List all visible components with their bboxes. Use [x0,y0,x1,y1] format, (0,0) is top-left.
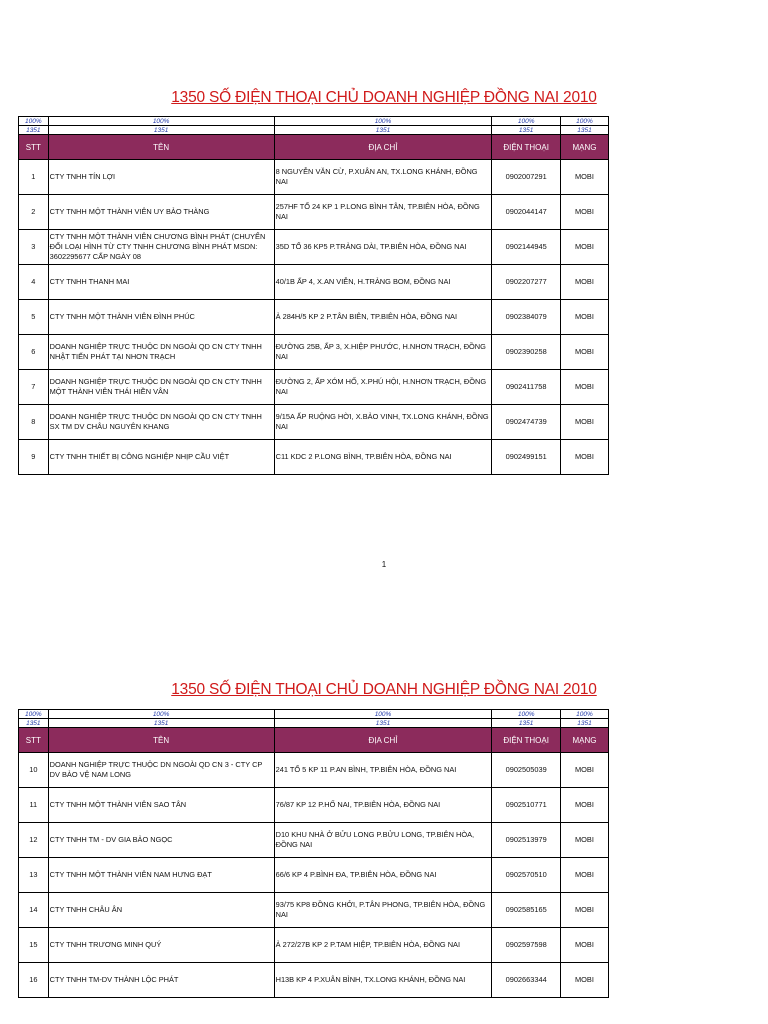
address-cell: 93/75 KP8 ĐỒNG KHỞI, P.TÂN PHONG, TP.BIÊN HÒA, ĐỒNG NAI [274,893,492,928]
header-address: ĐỊA CHỈ [274,728,492,753]
stt-cell: 10 [19,753,49,788]
table-row [19,160,609,195]
stt-cell: 2 [19,195,49,230]
address-cell: D10 KHU NHÀ Ở BỬU LONG P.BỬU LONG, TP.BIÊN HÒA, ĐỒNG NAI [274,823,492,858]
address-cell: Ả 272/27B KP 2 P.TAM HIỆP, TP.BIÊN HÒA, ĐỒNG NAI [274,928,492,963]
company-name-cell: DOANH NGHIỆP TRỰC THUỘC DN NGOÀI QD CN CTY TNHH SX TM DV CHÂU NGUYÊN KHANG [48,405,274,440]
meta-cell: 100% [492,117,561,126]
meta-cell: 1351 [274,719,492,728]
table-row [19,858,609,893]
meta-cell: 1351 [560,126,608,135]
table-row [19,963,609,998]
stt-cell: 3 [19,230,49,265]
network-cell: MOBI [560,823,608,858]
page-title: 1350 SỐ ĐIỆN THOẠI CHỦ DOANH NGHIỆP ĐỒNG NAI 2010 [171,681,597,698]
table-row [19,788,609,823]
table-row [19,265,609,300]
address-cell: ĐƯỜNG 2, ẤP XÓM HỐ, X.PHÚ HỘI, H.NHƠN TRẠCH, ĐỒNG NAI [274,370,492,405]
address-cell: 257HF TỔ 24 KP 1 P.LONG BÌNH TÂN, TP.BIÊN HÒA, ĐỒNG NAI [274,195,492,230]
address-cell: 76/87 KP 12 P.HỐ NAI, TP.BIÊN HÒA, ĐỒNG NAI [274,788,492,823]
company-name-cell: CTY TNHH MỘT THÀNH VIÊN NAM HƯNG ĐẠT [48,858,274,893]
stt-cell: 8 [19,405,49,440]
company-name-cell: DOANH NGHIỆP TRỰC THUỘC DN NGOÀI QD CN CTY TNHH MỘT THÀNH VIÊN THÁI HIỀN VÂN [48,370,274,405]
address-cell: 35D TỔ 36 KP5 P.TRẢNG DÀI, TP.BIÊN HÒA, ĐỒNG NAI [274,230,492,265]
table-row [19,230,609,265]
stt-cell: 13 [19,858,49,893]
network-cell: MOBI [560,753,608,788]
table-row [19,753,609,788]
table-row [19,823,609,858]
header-stt: STT [19,135,49,160]
network-cell: MOBI [560,300,608,335]
page-2 [0,620,768,1024]
table-row [19,335,609,370]
table-row [19,405,609,440]
header-phone: ĐIỆN THOẠI [492,135,561,160]
network-cell: MOBI [560,230,608,265]
meta-cell: 100% [19,117,49,126]
address-cell: C11 KDC 2 P.LONG BÌNH, TP.BIÊN HÒA, ĐỒNG NAI [274,440,492,475]
header-phone: ĐIỆN THOẠI [492,728,561,753]
stt-cell: 6 [19,335,49,370]
address-cell: 66/6 KP 4 P.BÌNH ĐA, TP.BIÊN HÒA, ĐỒNG NAI [274,858,492,893]
address-cell: 40/1B ẤP 4, X.AN VIỄN, H.TRẢNG BOM, ĐỒNG NAI [274,265,492,300]
network-cell: MOBI [560,370,608,405]
phone-cell: 0902510771 [492,788,561,823]
phone-cell: 0902570510 [492,858,561,893]
meta-cell: 100% [560,117,608,126]
meta-cell: 100% [48,117,274,126]
header-name: TÊN [48,135,274,160]
network-cell: MOBI [560,195,608,230]
meta-cell: 100% [492,710,561,719]
address-cell: ĐƯỜNG 25B, ẤP 3, X.HIỆP PHƯỚC, H.NHƠN TRẠCH, ĐỒNG NAI [274,335,492,370]
stt-cell: 16 [19,963,49,998]
company-name-cell: CTY TNHH THANH MAI [48,265,274,300]
address-cell: 9/15A ẤP RUỘNG HỜI, X.BẢO VINH, TX.LONG KHÁNH, ĐỒNG NAI [274,405,492,440]
network-cell: MOBI [560,405,608,440]
phone-cell: 0902044147 [492,195,561,230]
header-row [19,135,609,160]
meta-row [19,719,609,728]
header-stt: STT [19,728,49,753]
meta-cell: 100% [19,710,49,719]
meta-cell: 100% [274,117,492,126]
company-name-cell: CTY TNHH MỘT THÀNH VIÊN CHƯƠNG BÌNH PHÁT (CHUYỂN ĐỔI LOẠI HÌNH TỪ CTY TNHH CHƯƠNG BÌNH PHÁT MSDN: 3602295677 CẤP NGÀY 08 [48,230,274,265]
phone-cell: 0902007291 [492,160,561,195]
meta-row [19,126,609,135]
stt-cell: 15 [19,928,49,963]
network-cell: MOBI [560,440,608,475]
table-row [19,893,609,928]
network-cell: MOBI [560,928,608,963]
company-name-cell: CTY TNHH TM - DV GIA BẢO NGỌC [48,823,274,858]
meta-cell: 100% [48,710,274,719]
meta-row [19,117,609,126]
network-cell: MOBI [560,963,608,998]
address-cell: H13B KP 4 P.XUÂN BÌNH, TX.LONG KHÁNH, ĐỒNG NAI [274,963,492,998]
phone-cell: 0902585165 [492,893,561,928]
network-cell: MOBI [560,788,608,823]
meta-cell: 1351 [48,719,274,728]
table-row [19,440,609,475]
table-row [19,195,609,230]
company-name-cell: DOANH NGHIỆP TRỰC THUỘC DN NGOÀI QD CN CTY TNHH NHẬT TIẾN PHÁT TẠI NHƠN TRẠCH [48,335,274,370]
header-network: MẠNG [560,728,608,753]
company-name-cell: DOANH NGHIỆP TRỰC THUỘC DN NGOÀI QD CN 3 - CTY CP DV BẢO VỆ NAM LONG [48,753,274,788]
stt-cell: 11 [19,788,49,823]
address-cell: 241 TỔ 5 KP 11 P.AN BÌNH, TP.BIÊN HÒA, ĐỒNG NAI [274,753,492,788]
company-name-cell: CTY TNHH MỘT THÀNH VIÊN SAO TÂN [48,788,274,823]
meta-cell: 1351 [48,126,274,135]
phone-table [18,116,609,475]
company-name-cell: CTY TNHH TÍN LỢI [48,160,274,195]
page-number: 1 [381,560,387,569]
table-row [19,370,609,405]
phone-cell: 0902384079 [492,300,561,335]
address-cell: Ả 284H/5 KP 2 P.TÂN BIÊN, TP.BIÊN HÒA, ĐỒNG NAI [274,300,492,335]
company-name-cell: CTY TNHH MỘT THÀNH VIÊN ĐÌNH PHÚC [48,300,274,335]
company-name-cell: CTY TNHH CHÂU ÂN [48,893,274,928]
network-cell: MOBI [560,160,608,195]
phone-cell: 0902505039 [492,753,561,788]
phone-cell: 0902207277 [492,265,561,300]
phone-cell: 0902499151 [492,440,561,475]
phone-cell: 0902513979 [492,823,561,858]
phone-cell: 0902390258 [492,335,561,370]
stt-cell: 7 [19,370,49,405]
stt-cell: 9 [19,440,49,475]
company-name-cell: CTY TNHH THIẾT BỊ CÔNG NGHIỆP NHỊP CẦU VIỆT [48,440,274,475]
stt-cell: 4 [19,265,49,300]
meta-cell: 1351 [492,126,561,135]
meta-cell: 1351 [492,719,561,728]
phone-cell: 0902411758 [492,370,561,405]
header-address: ĐỊA CHỈ [274,135,492,160]
stt-cell: 14 [19,893,49,928]
phone-cell: 0902144945 [492,230,561,265]
meta-cell: 1351 [274,126,492,135]
header-name: TÊN [48,728,274,753]
meta-cell: 1351 [19,126,49,135]
table-row [19,300,609,335]
meta-cell: 1351 [19,719,49,728]
stt-cell: 1 [19,160,49,195]
phone-cell: 0902474739 [492,405,561,440]
phone-table [18,709,609,998]
stt-cell: 5 [19,300,49,335]
meta-cell: 100% [274,710,492,719]
network-cell: MOBI [560,265,608,300]
header-row [19,728,609,753]
company-name-cell: CTY TNHH TRƯƠNG MINH QUÝ [48,928,274,963]
stt-cell: 12 [19,823,49,858]
phone-cell: 0902597598 [492,928,561,963]
company-name-cell: CTY TNHH TM-DV THÀNH LỘC PHÁT [48,963,274,998]
company-name-cell: CTY TNHH MỘT THÀNH VIÊN UY BẢO THÀNG [48,195,274,230]
network-cell: MOBI [560,335,608,370]
page-title: 1350 SỐ ĐIỆN THOẠI CHỦ DOANH NGHIỆP ĐỒNG NAI 2010 [171,89,597,106]
meta-cell: 100% [560,710,608,719]
table-row [19,928,609,963]
header-network: MẠNG [560,135,608,160]
phone-cell: 0902663344 [492,963,561,998]
meta-row [19,710,609,719]
network-cell: MOBI [560,893,608,928]
network-cell: MOBI [560,858,608,893]
address-cell: 8 NGUYỄN VĂN CỪ, P.XUÂN AN, TX.LONG KHÁNH, ĐỒNG NAI [274,160,492,195]
meta-cell: 1351 [560,719,608,728]
